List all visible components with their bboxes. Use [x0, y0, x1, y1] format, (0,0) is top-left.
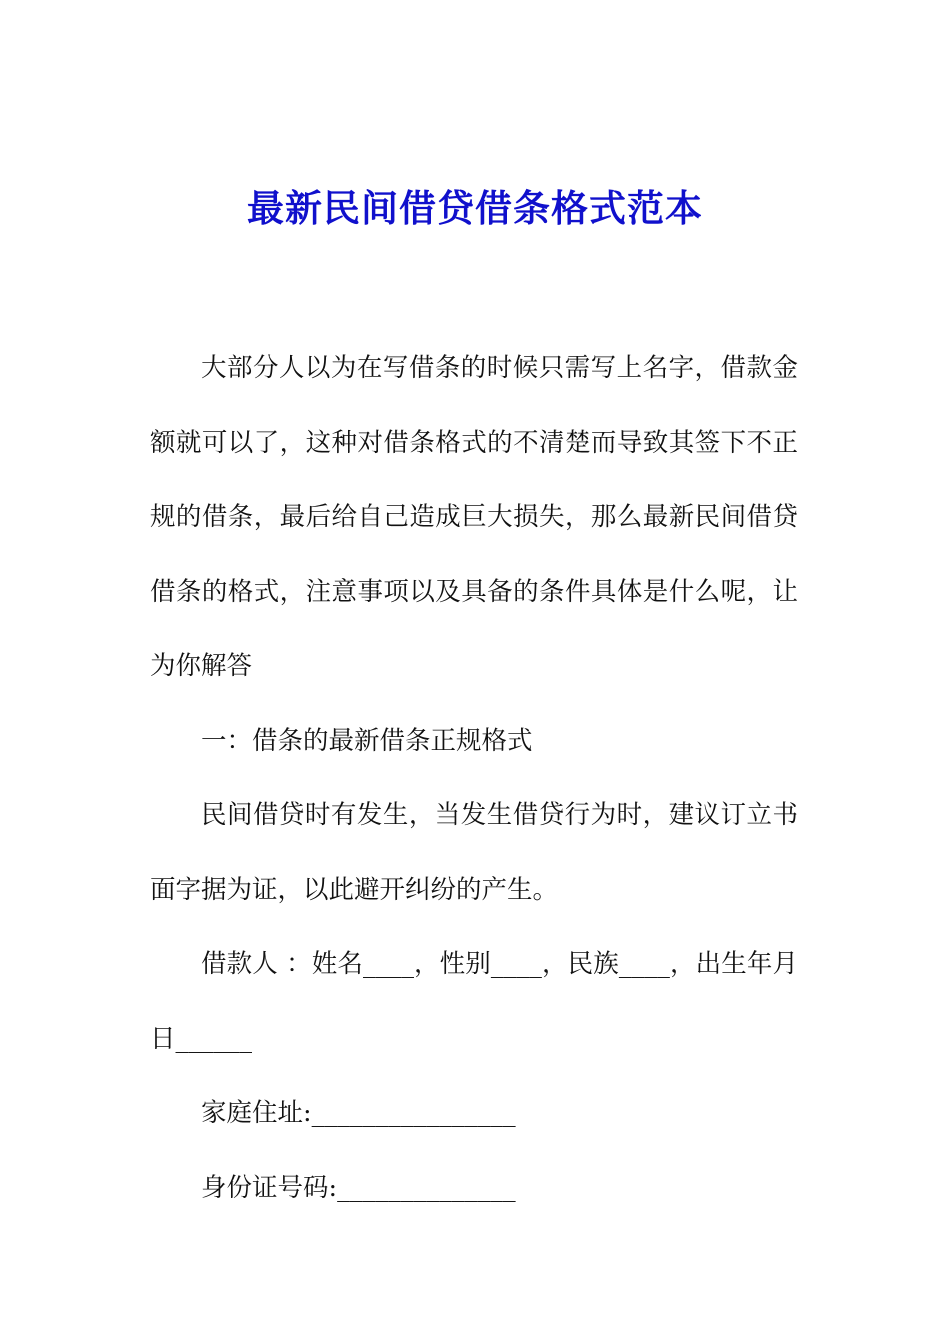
paragraph-intro: 大部分人以为在写借条的时候只需写上名字，借款金额就可以了，这种对借条格式的不清楚而导致其签下不正规的借条，最后给自己造成巨大损失，那么最新民间借贷借条的格式，注意事项以及具备的条件具体是什么呢，让为你解答	[150, 353, 798, 681]
paragraph-advice: 民间借贷时有发生，当发生借贷行为时，建议订立书面字据为证，以此避开纠纷的产生。	[150, 800, 798, 905]
paragraph-borrower-info: 借款人 ：姓名____，性别____，民族____，出生年月日______	[150, 949, 798, 1054]
paragraph-home-address: 家庭住址:________________	[201, 1098, 516, 1128]
paragraph-section-heading: 一：借条的最新借条正规格式	[201, 725, 533, 756]
document-title: 最新民间借贷借条格式范本	[247, 186, 703, 230]
paragraph-id-number: 身份证号码:______________	[201, 1172, 516, 1203]
document-body	[150, 331, 798, 1225]
